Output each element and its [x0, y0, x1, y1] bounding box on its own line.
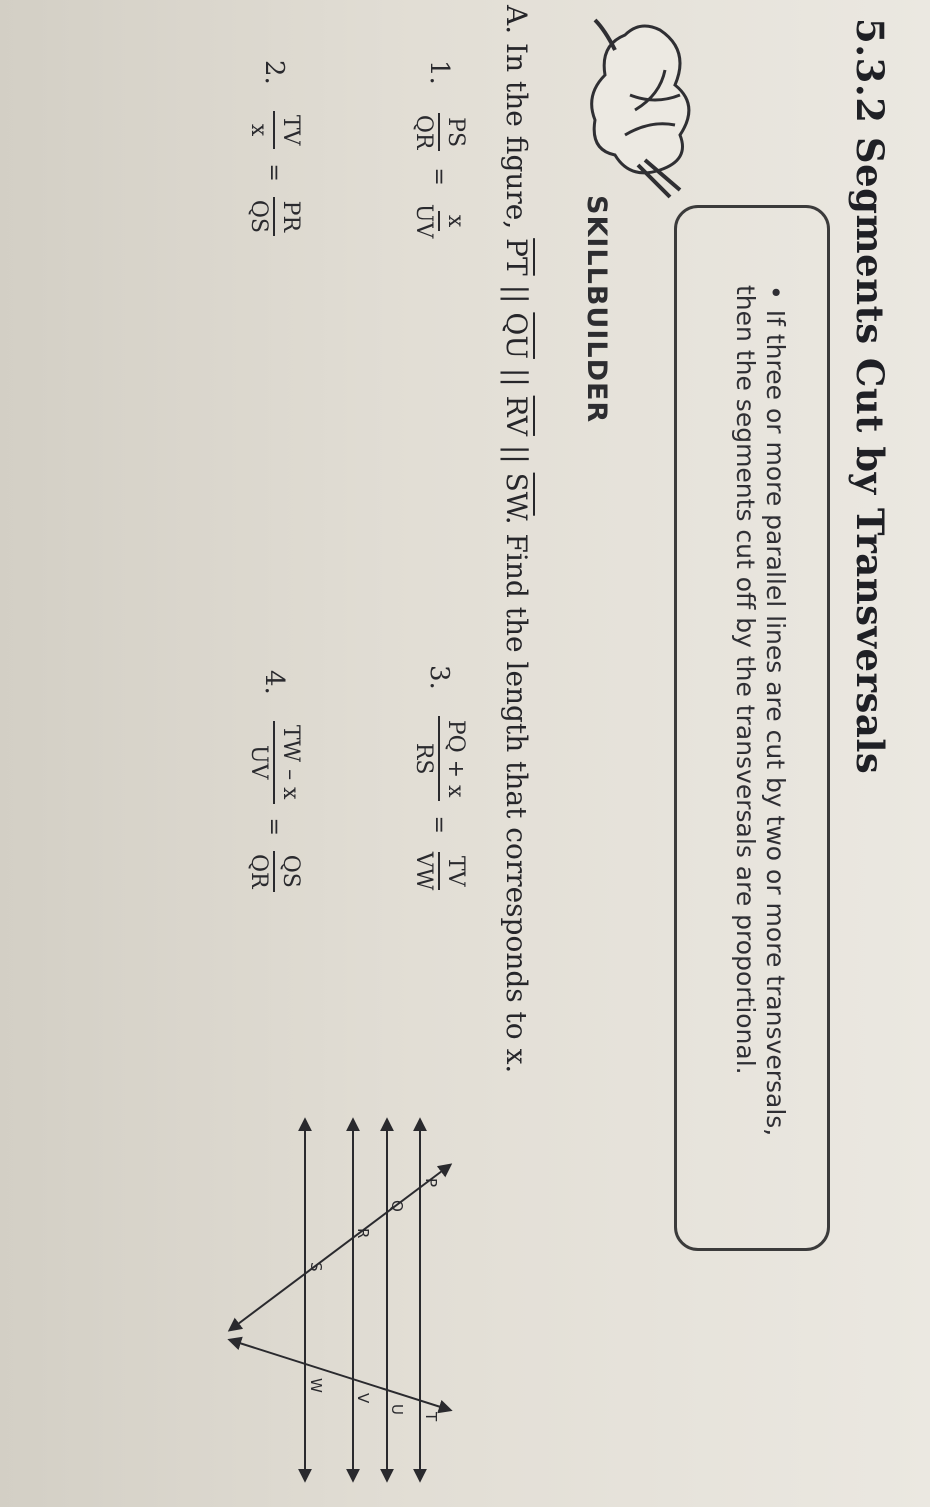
- denominator: VW: [411, 851, 436, 891]
- segment-qu: $\overline{QU}$: [500, 312, 533, 359]
- denominator: UV: [246, 744, 271, 780]
- numerator: x: [438, 211, 470, 231]
- problem-number: 2.: [259, 60, 289, 85]
- instruction-prefix: A. In the figure,: [500, 5, 533, 230]
- point-label-t: T: [422, 1412, 440, 1422]
- fraction-left: [243, 721, 305, 804]
- equals-sign: =: [426, 815, 452, 834]
- equals-sign: =: [261, 163, 287, 182]
- fraction-right: [408, 848, 470, 895]
- page-title: 5.3.2 Segments Cut by Transversals: [848, 18, 892, 775]
- parallel-symbol: ||: [500, 444, 533, 464]
- point-label-u: U: [388, 1404, 406, 1415]
- numerator: TW – x: [273, 721, 305, 804]
- numerator: PS: [438, 113, 470, 151]
- point-label-p: P: [422, 1178, 440, 1188]
- problem-2: [243, 60, 305, 237]
- numerator: TV: [438, 852, 470, 891]
- problem-number: 4.: [259, 670, 289, 695]
- denominator: x: [246, 123, 271, 137]
- denominator: QS: [246, 199, 271, 233]
- fraction-left: [243, 111, 305, 150]
- segment-rv: $\overline{RV}$: [500, 395, 533, 436]
- transversal-right: [230, 1340, 450, 1410]
- parallel-symbol: ||: [500, 284, 533, 304]
- numerator: PR: [273, 197, 305, 236]
- fraction-left: [408, 111, 470, 154]
- theorem-statement: If three or more parallel lines are cut by two or more transversals, then the segments cut off by the transversals are proportional.: [731, 285, 790, 1137]
- instruction-text: [500, 5, 533, 1073]
- parallel-symbol: ||: [500, 367, 533, 387]
- instruction-suffix: . Find the length that corresponds to x.: [500, 515, 533, 1074]
- theorem-text: [730, 285, 790, 1195]
- fraction-right: [243, 196, 305, 237]
- parallel-lines-figure: [210, 1110, 475, 1490]
- skillbuilder-label: SKILLBUILDER: [581, 195, 612, 424]
- theorem-bullet: •: [761, 285, 790, 300]
- denominator: QR: [411, 114, 436, 150]
- denominator: QR: [246, 853, 271, 889]
- point-label-r: R: [354, 1228, 372, 1239]
- segment-pt: $\overline{PT}$: [500, 238, 533, 276]
- boxing-glove-icon: [590, 10, 700, 200]
- point-label-v: V: [354, 1393, 372, 1404]
- point-label-q: Q: [388, 1200, 406, 1212]
- equals-sign: =: [261, 817, 287, 836]
- problem-number: 1.: [424, 60, 454, 85]
- fraction-right: [243, 850, 305, 893]
- numerator: TV: [273, 111, 305, 150]
- fraction-right: [408, 200, 470, 242]
- problem-4: [243, 670, 305, 893]
- denominator: UV: [411, 203, 436, 239]
- point-label-w: W: [307, 1378, 325, 1393]
- problem-1: [408, 60, 470, 242]
- point-label-s: S: [307, 1262, 325, 1272]
- fraction-left: [408, 716, 470, 802]
- transversal-left: [230, 1165, 450, 1330]
- numerator: QS: [273, 851, 305, 892]
- problem-number: 3.: [424, 665, 454, 690]
- denominator: RS: [411, 742, 436, 775]
- segment-sw: $\overline{SW}$: [500, 472, 533, 516]
- numerator: PQ + x: [438, 716, 470, 802]
- problem-3: [408, 665, 470, 894]
- equals-sign: =: [426, 167, 452, 186]
